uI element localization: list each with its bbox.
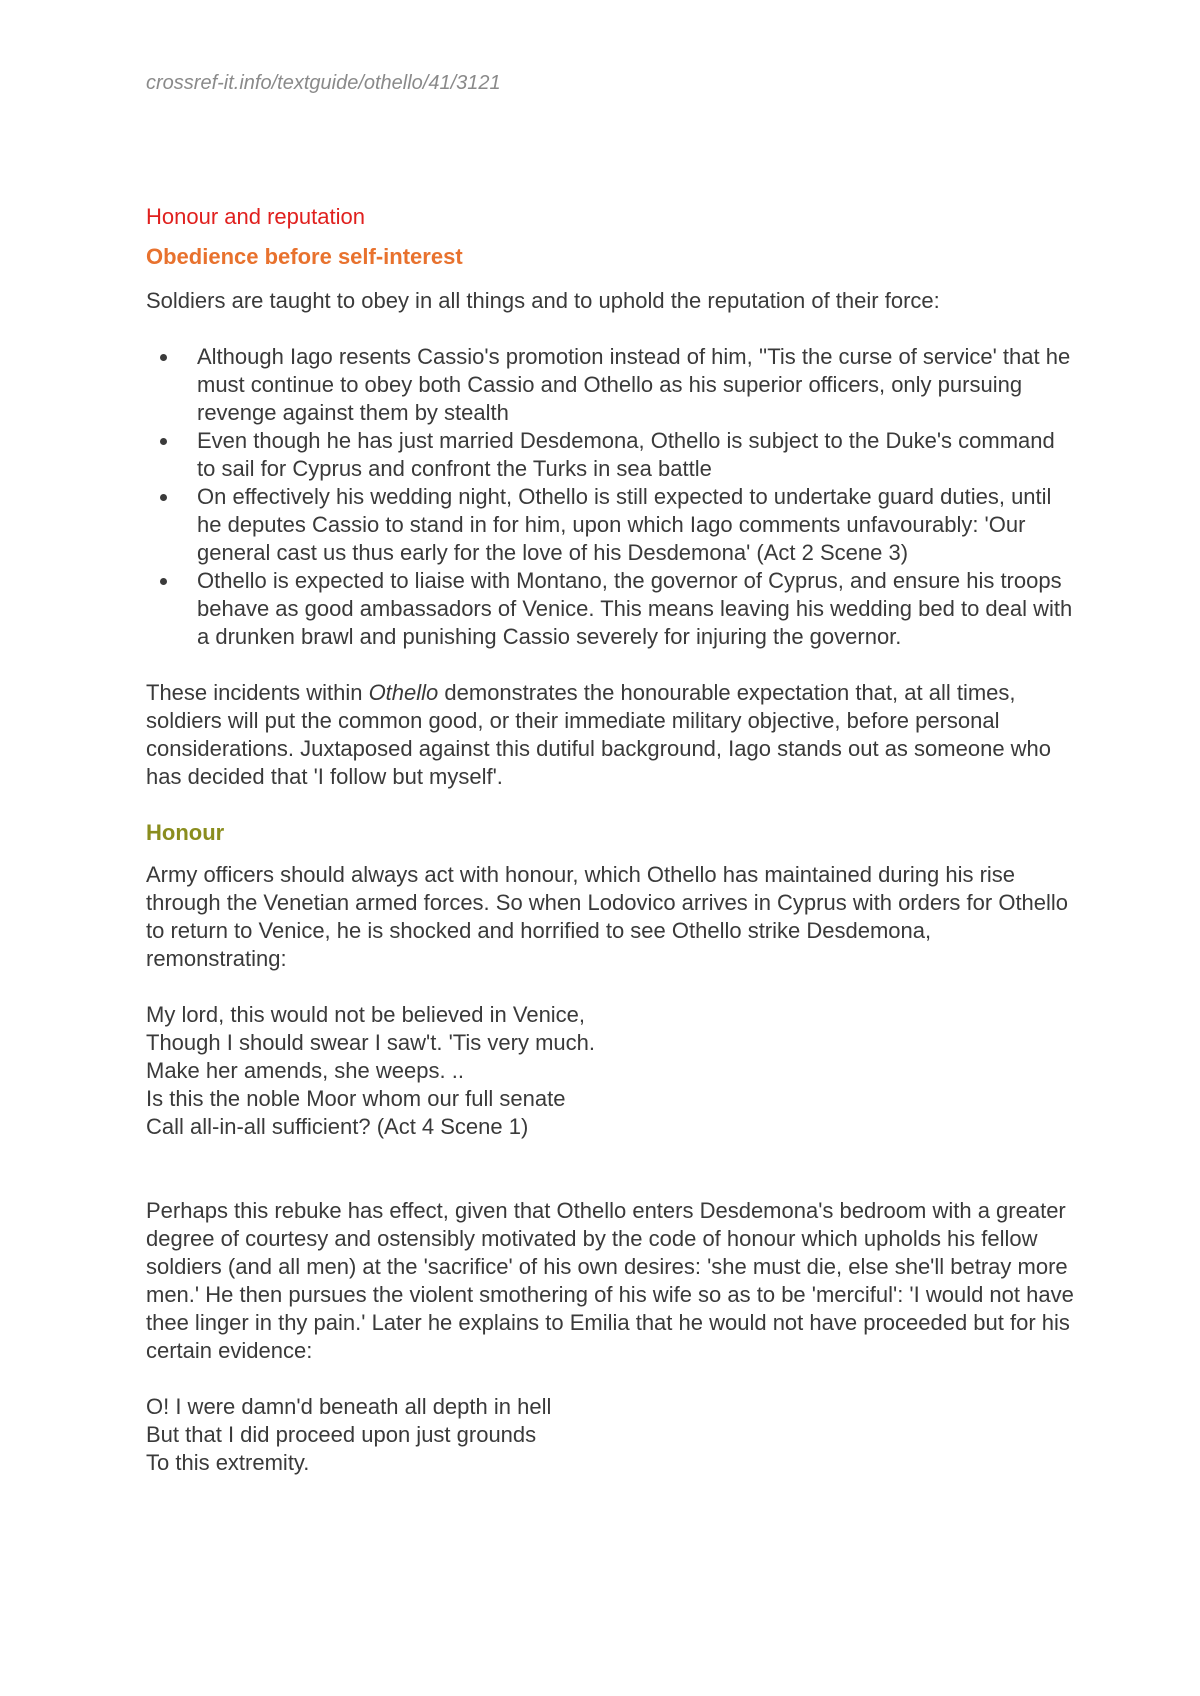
- source-url: crossref-it.info/textguide/othello/41/3121: [146, 72, 501, 94]
- list-item-text: Othello is expected to liaise with Montano, the governor of Cyprus, and ensure his troops behave as good ambassadors of Venice. This means leaving his wedding bed to deal with a drunken brawl and punishing Cassio severely for injuring the governor.: [197, 568, 1073, 649]
- quote-line: Though I should swear I saw't. 'Tis very much.: [146, 1030, 595, 1055]
- bullet-icon: [160, 494, 167, 501]
- topic-title: Honour and reputation: [146, 204, 365, 229]
- list-item: [146, 567, 1076, 651]
- bullet-icon: [160, 578, 167, 585]
- list-item: [146, 343, 1076, 427]
- paragraph-text: demonstrates the honourable expectation that, at all times, soldiers will put the common good, or their immediate military objective, before personal considerations. Juxtaposed against this dutiful background, Iago stands out as someone who has decided that 'I follow but myself'.: [146, 680, 1052, 789]
- intro-paragraph: Soldiers are taught to obey in all things and to uphold the reputation of their force:: [146, 288, 940, 313]
- quotation-othello: [146, 1393, 1076, 1477]
- quote-line: Is this the noble Moor whom our full senate: [146, 1086, 566, 1111]
- document-content: [146, 203, 1076, 1477]
- quote-line: Call all-in-all sufficient? (Act 4 Scene 1): [146, 1114, 529, 1139]
- quote-line: But that I did proceed upon just grounds: [146, 1422, 537, 1447]
- list-item-text: On effectively his wedding night, Othello is still expected to undertake guard duties, until he deputes Cassio to stand in for him, upon which Iago comments unfavourably: 'Our general cast us thus early for the love of his Desdemona' (Act 2 Scene 3): [197, 484, 1052, 565]
- play-title: Othello: [368, 680, 439, 705]
- paragraph-honour: Army officers should always act with honour, which Othello has maintained during his rise through the Venetian armed forces. So when Lodovico arrives in Cyprus with orders for Othello to return to Venice, he is shocked and horrified to see Othello strike Desdemona, remonstrating:: [146, 862, 1069, 971]
- paragraph-rebuke: Perhaps this rebuke has effect, given that Othello enters Desdemona's bedroom with a greater degree of courtesy and ostensibly motivated by the code of honour which upholds his fellow soldiers (and all men) at the 'sacrifice' of his own desires: 'she must die, else she'll betray more men.' He then pursues the violent smothering of his wife so as to be 'merciful': 'I would not have thee linger in thy pain.' Later he explains to Emilia that he would not have proceeded but for his certain evidence:: [146, 1198, 1074, 1363]
- list-item: [146, 483, 1076, 567]
- list-item-text: Even though he has just married Desdemona, Othello is subject to the Duke's command to sail for Cyprus and confront the Turks in sea battle: [197, 428, 1055, 481]
- quotation-lodovico: [146, 1001, 1076, 1141]
- list-item: [146, 427, 1076, 483]
- bullet-list: [146, 343, 1076, 651]
- quote-line: O! I were damn'd beneath all depth in hell: [146, 1394, 552, 1419]
- quote-line: To this extremity.: [146, 1450, 310, 1475]
- heading-honour: Honour: [146, 820, 225, 845]
- bullet-icon: [160, 354, 167, 361]
- heading-obedience: Obedience before self-interest: [146, 244, 463, 269]
- bullet-icon: [160, 438, 167, 445]
- paragraph-incidents: [146, 679, 1076, 791]
- quote-line: My lord, this would not be believed in Venice,: [146, 1002, 586, 1027]
- paragraph-text: These incidents within: [146, 680, 369, 705]
- list-item-text: Although Iago resents Cassio's promotion instead of him, ''Tis the curse of service' that he must continue to obey both Cassio and Othello as his superior officers, only pursuing revenge against them by stealth: [197, 344, 1071, 425]
- quote-line: Make her amends, she weeps. ..: [146, 1058, 464, 1083]
